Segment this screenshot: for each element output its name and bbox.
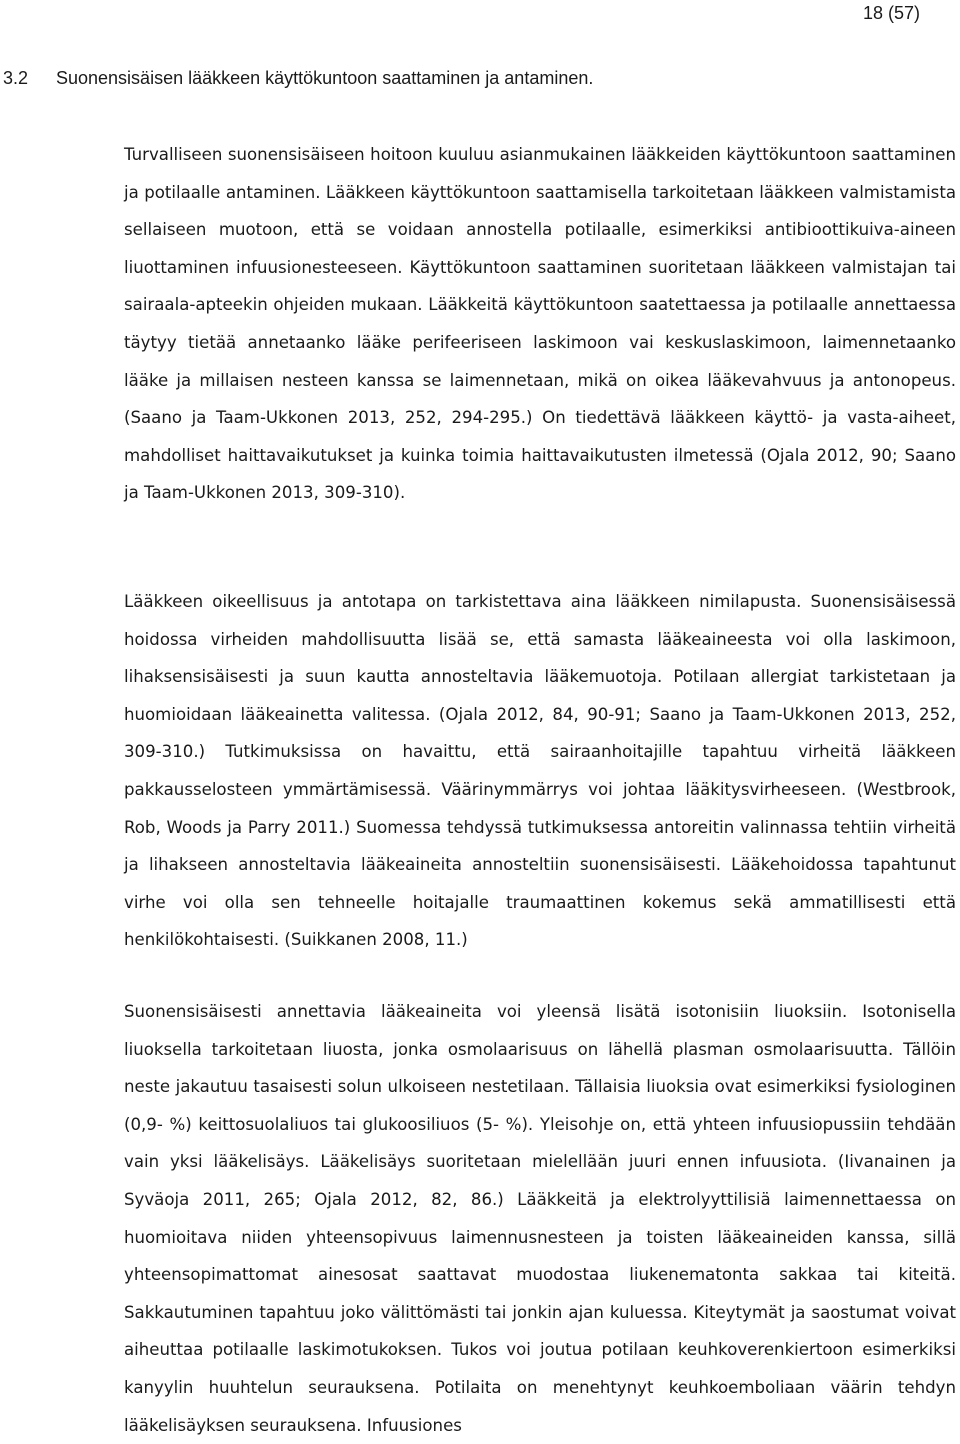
- section-title: Suonensisäisen lääkkeen käyttökuntoon saattaminen ja antaminen.: [56, 68, 594, 88]
- section-number: 3.2: [3, 68, 29, 88]
- page-number: 18 (57): [862, 3, 920, 23]
- paragraph-solutions: Suonensisäisesti annettavia lääkeaineita voi yleensä lisätä isotonisiin liuoksiin. Isotonisella liuoksella tarkoitetaan liuosta, jonka osmolaarisuus on lähellä plasman osmolaarisuutta. Tällöin neste jakautuu tasaisesti solun ulkoiseen nestetilaan. Tällaisia liuoksia ovat esimerkiksi fysiologinen (0,9- %) keittosuolaliuos tai glukoosiliuos (5- %). Yleisohje on, että yhteen infuusiopussiin tehdään vain yksi lääkelisäys. Lääkelisäys suoritetaan mielellään juuri ennen infuusiota. (Iivanainen ja Syväoja 2011, 265; Ojala 2012, 82, 86.) Lääkkeitä ja elektrolyyttilisiä laimennettaessa on huomioitava niiden yhteensopivuus laimennusnesteen ja toisten lääkeaineiden kanssa, sillä yhteensopimattomat ainesosat saattavat muodostaa liukenematonta sakkaa tai kiteitä. Sakkautuminen tapahtuu joko välittömästi tai jonkin ajan kuluessa. Kiteytymät ja saostumat voivat aiheuttaa potilaalle laskimotukoksen. Tukos voi joutua potilaan keuhkoverenkiertoon esimerkiksi kanyylin huuhtelun seurauksena. Potilaita on menehtynyt keuhkoemboliaan väärin tehdyn lääkelisäyksen seurauksena. Infuusiones: [124, 1002, 956, 1435]
- paragraph-preparation: Turvalliseen suonensisäiseen hoitoon kuuluu asianmukainen lääkkeiden käyttökuntoon saattaminen ja potilaalle antaminen. Lääkkeen käyttökuntoon saattamisella tarkoitetaan lääkkeen valmistamista sellaiseen muotoon, että se voidaan annostella potilaalle, esimerkiksi antibioottikuiva-aineen liuottaminen infuusionesteeseen. Käyttökuntoon saattaminen suoritetaan lääkkeen valmistajan tai sairaala-apteekin ohjeiden mukaan. Lääkkeitä käyttökuntoon saatettaessa ja potilaalle annettaessa täytyy tietää annetaanko lääke perifeeriseen laskimoon vai keskuslaskimoon, laimennetaanko lääke ja millaisen nesteen kanssa se laimennetaan, mikä on oikea lääkevahvuus ja antonopeus. (Saano ja Taam-Ukkonen 2013, 252, 294-295.) On tiedettävä lääkkeen käyttö- ja vasta-aiheet, mahdolliset haittavaikutukset ja kuinka toimia haittavaikutusten ilmetessä (Ojala 2012, 90; Saano ja Taam-Ukkonen 2013, 309-310).: [124, 145, 956, 503]
- paragraph-checking: Lääkkeen oikeellisuus ja antotapa on tarkistettava aina lääkkeen nimilapusta. Suonensisäisessä hoidossa virheiden mahdollisuutta lisää se, että samasta lääkeaineesta voi olla laskimoon, lihaksensisäisesti ja suun kautta annosteltavia lääkemuotoja. Potilaan allergiat tarkistetaan ja huomioidaan lääkeainetta valitessa. (Ojala 2012, 84, 90-91; Saano ja Taam-Ukkonen 2013, 252, 309-310.) Tutkimuksissa on havaittu, että sairaanhoitajille tapahtuu virheitä lääkkeen pakkausselosteen ymmärtämisessä. Väärinymmärrys voi johtaa lääkitysvirheeseen. (Westbrook, Rob, Woods ja Parry 2011.) Suomessa tehdyssä tutkimuksessa antoreitin valinnassa tehtiin virheitä ja lihakseen annosteltavia lääkeaineita annosteltiin suonensisäisesti. Lääkehoidossa tapahtunut virhe voi olla sen tehneelle hoitajalle traumaattinen kokemus sekä ammatillisesti että henkilökohtaisesti. (Suikkanen 2008, 11.): [124, 592, 956, 950]
- section-heading: [0, 68, 593, 89]
